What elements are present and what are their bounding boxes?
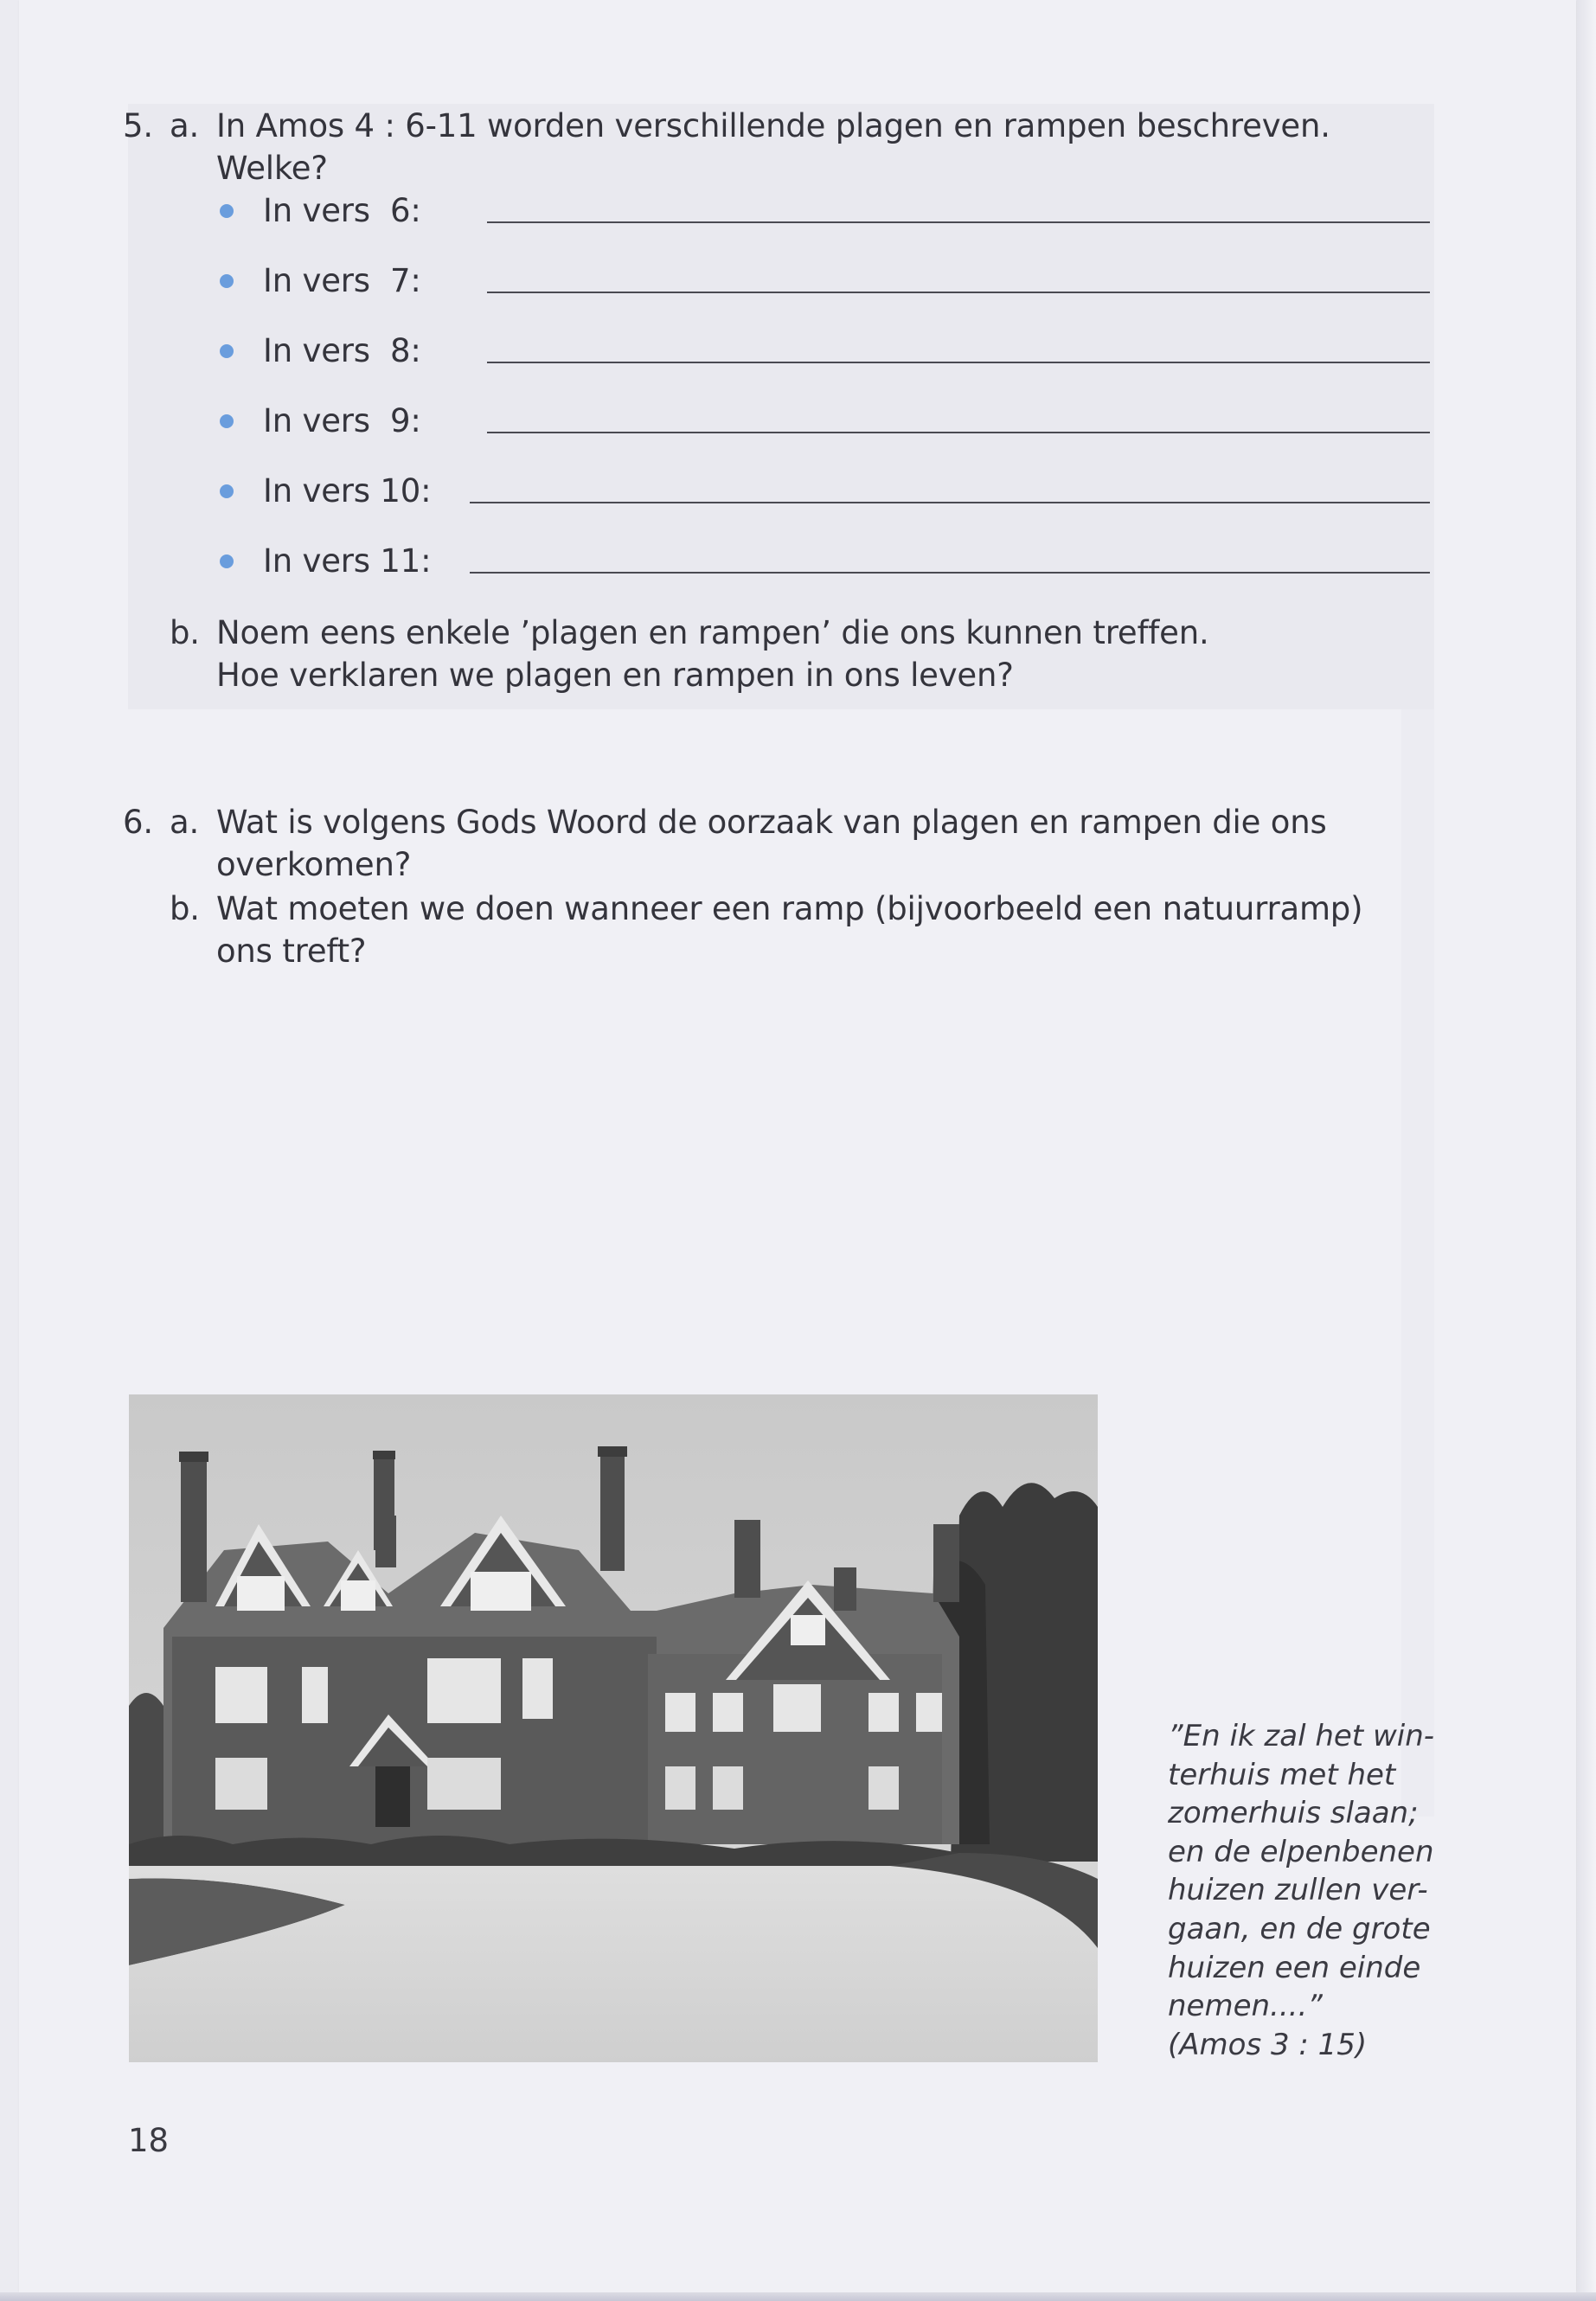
margin-shade xyxy=(1401,709,1434,1817)
caption-line: huizen een einde xyxy=(1168,1950,1421,1985)
bullet-icon xyxy=(220,274,234,288)
verse-label: In vers 6: xyxy=(263,192,421,229)
q5a-text-line1: In Amos 4 : 6-11 worden verschillende plagen en rampen beschreven. xyxy=(216,107,1330,144)
q5b-text-line1: Noem eens enkele ’plagen en rampen’ die ons kunnen treffen. xyxy=(216,614,1209,651)
caption-line: terhuis met het xyxy=(1168,1757,1396,1792)
answer-line[interactable] xyxy=(487,362,1430,363)
verse-label: In vers 11: xyxy=(263,542,432,580)
answer-line[interactable] xyxy=(470,572,1430,574)
page-edge-bottom xyxy=(0,2292,1596,2301)
caption-line: zomerhuis slaan; xyxy=(1168,1796,1419,1831)
q6b-text-line2: ons treft? xyxy=(216,933,367,970)
q5-number: 5. xyxy=(123,107,153,144)
q5a-label: a. xyxy=(170,107,200,144)
bullet-icon xyxy=(220,344,234,358)
verse-label: In vers 9: xyxy=(263,402,421,439)
manor-house-photo xyxy=(129,1394,1098,2062)
q6a-text-line1: Wat is volgens Gods Woord de oorzaak van plagen en rampen die ons xyxy=(216,804,1327,841)
q6-number: 6. xyxy=(123,804,153,841)
bullet-icon xyxy=(220,554,234,568)
answer-line[interactable] xyxy=(487,292,1430,293)
caption-line: nemen....” xyxy=(1168,1989,1323,2024)
answer-line[interactable] xyxy=(487,221,1430,223)
answer-line[interactable] xyxy=(487,432,1430,433)
q5a-text-line2: Welke? xyxy=(216,150,328,187)
caption-line: ”En ik zal het win- xyxy=(1168,1719,1435,1753)
caption-line: huizen zullen ver- xyxy=(1168,1873,1428,1908)
q6b-text-line1: Wat moeten we doen wanneer een ramp (bijvoorbeeld een natuurramp) xyxy=(216,890,1363,927)
q6b-label: b. xyxy=(170,890,200,927)
bullet-icon xyxy=(220,414,234,428)
verse-label: In vers 10: xyxy=(263,472,432,510)
verse-label: In vers 7: xyxy=(263,262,421,299)
q5b-text-line2: Hoe verklaren we plagen en rampen in ons leven? xyxy=(216,657,1014,694)
page-edge-right xyxy=(1577,0,1596,2301)
bullet-icon xyxy=(220,484,234,498)
q6a-label: a. xyxy=(170,804,200,841)
q6a-text-line2: overkomen? xyxy=(216,846,412,883)
verse-label: In vers 8: xyxy=(263,332,421,369)
q5b-label: b. xyxy=(170,614,200,651)
caption-reference: (Amos 3 : 15) xyxy=(1168,2027,1368,2062)
quote-caption xyxy=(1168,1717,1434,2064)
page-number: 18 xyxy=(128,2122,170,2159)
caption-line: en de elpenbenen xyxy=(1168,1834,1434,1869)
bullet-icon xyxy=(220,204,234,218)
caption-line: gaan, en de grote xyxy=(1168,1911,1431,1946)
answer-line[interactable] xyxy=(470,502,1430,503)
